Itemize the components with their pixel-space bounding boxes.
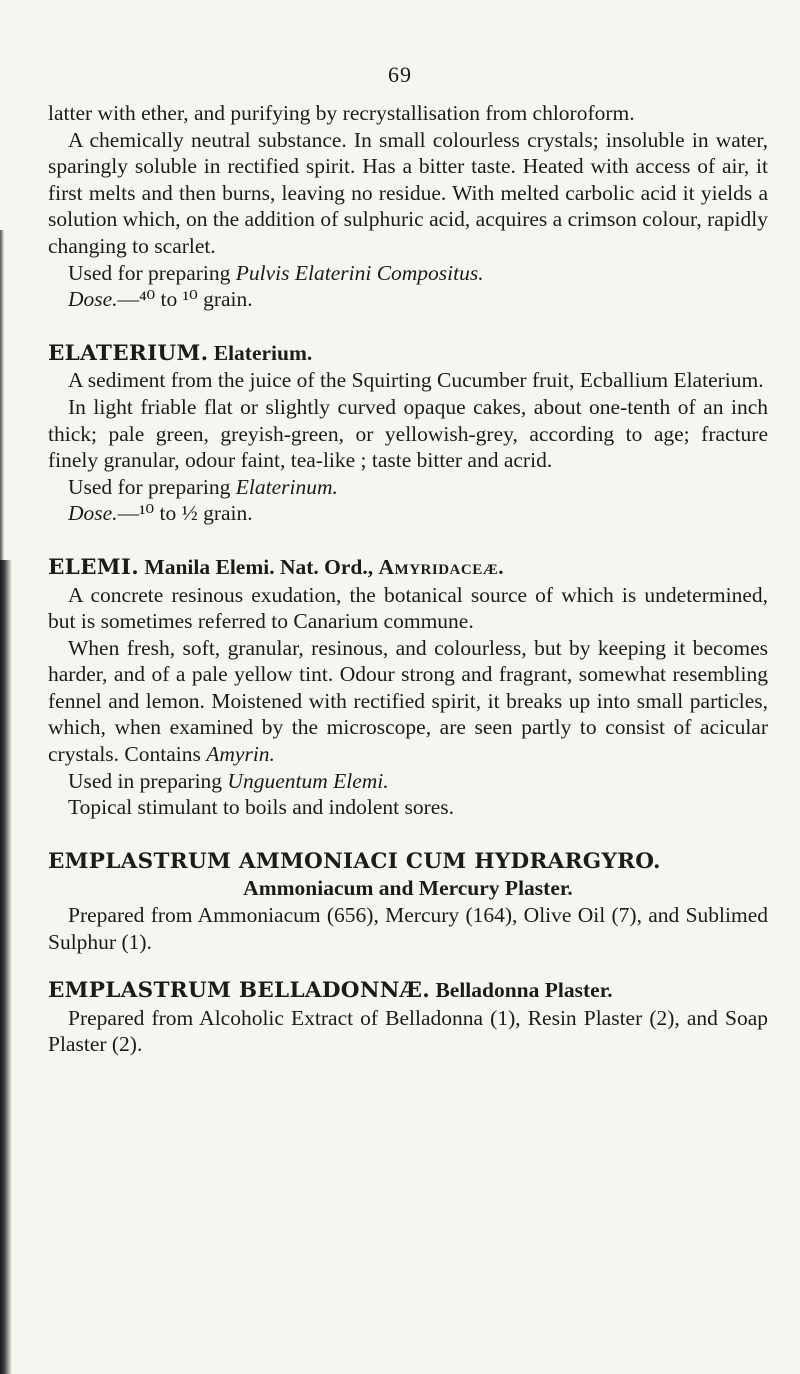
entry-heading-elemi: ELEMI. Manila Elemi. Nat. Ord., Amyridaceæ.	[48, 554, 505, 580]
elaterium-source: A sediment from the juice of the Squirting Cucumber fruit, Ecballium Elaterium.	[68, 368, 764, 393]
continuation-description: A chemically neutral substance. In small colourless crystals; insoluble in water, sparingly soluble in rectified spirit. Has a bitter taste. Heated with access of air, it first melts and then burns, leaving no residue. With melted carbolic acid it yields a solution which, on the addition of sulphuric acid, acquires a crimson colour, rapidly changing to scarlet.	[48, 127, 768, 258]
emplastrum-belladonnae-prepared: Prepared from Alcoholic Extract of Belladonna (1), Resin Plaster (2), and Soap Plaster (2).	[48, 1005, 768, 1057]
elemi-use: Topical stimulant to boils and indolent sores.	[68, 795, 455, 820]
emplastrum-ammoniaci-english: Ammoniacum and Mercury Plaster.	[243, 876, 573, 901]
continuation-dose: Dose.—⁴⁰ to ¹⁰ grain.	[68, 287, 253, 312]
page-body	[48, 100, 768, 1058]
entry-heading-emplastrum-belladonnae: EMPLASTRUM BELLADONNÆ. Belladonna Plaster.	[48, 978, 613, 1004]
continuation-text: latter with ether, and purifying by recrystallisation from chloroform.	[48, 101, 635, 125]
entry-heading-elaterium: ELATERIUM. Elaterium.	[48, 340, 313, 366]
elemi-description: When fresh, soft, granular, resinous, and colourless, but by keeping it becomes harder, and of a pale yellow tint. Odour strong and fragrant, somewhat resembling fennel and lemon. Moistened with rectified spirit, it breaks up into small particles, which, when examined by the microscope, are seen partly to consist of acicular crystals. Contains Amyrin.	[48, 635, 768, 767]
elaterium-dose: Dose.—¹⁰ to ½ grain.	[68, 501, 253, 526]
elaterium-description: In light friable flat or slightly curved opaque cakes, about one-tenth of an inch thick; pale green, greyish-green, or yellowish-grey, according to age; fracture finely granular, odour faint, tea-like ; taste bitter and acrid.	[48, 394, 768, 473]
elemi-source: A concrete resinous exudation, the botanical source of which is undetermined, but is sometimes referred to Canarium commune.	[48, 582, 768, 634]
page-number: 69	[388, 62, 412, 87]
emplastrum-ammoniaci-prepared: Prepared from Ammoniacum (656), Mercury (164), Olive Oil (7), and Sublimed Sulphur (1).	[48, 903, 768, 954]
page-edge-shadow	[0, 230, 4, 560]
entry-heading-emplastrum-ammoniaci: EMPLASTRUM AMMONIACI CUM HYDRARGYRO.	[48, 848, 661, 874]
elaterium-used: Used for preparing Elaterinum.	[68, 474, 338, 499]
continuation-used: Used for preparing Pulvis Elaterini Compositus.	[68, 260, 484, 285]
binding-shadow	[0, 560, 12, 1374]
elemi-used: Used in preparing Unguentum Elemi.	[68, 768, 389, 793]
